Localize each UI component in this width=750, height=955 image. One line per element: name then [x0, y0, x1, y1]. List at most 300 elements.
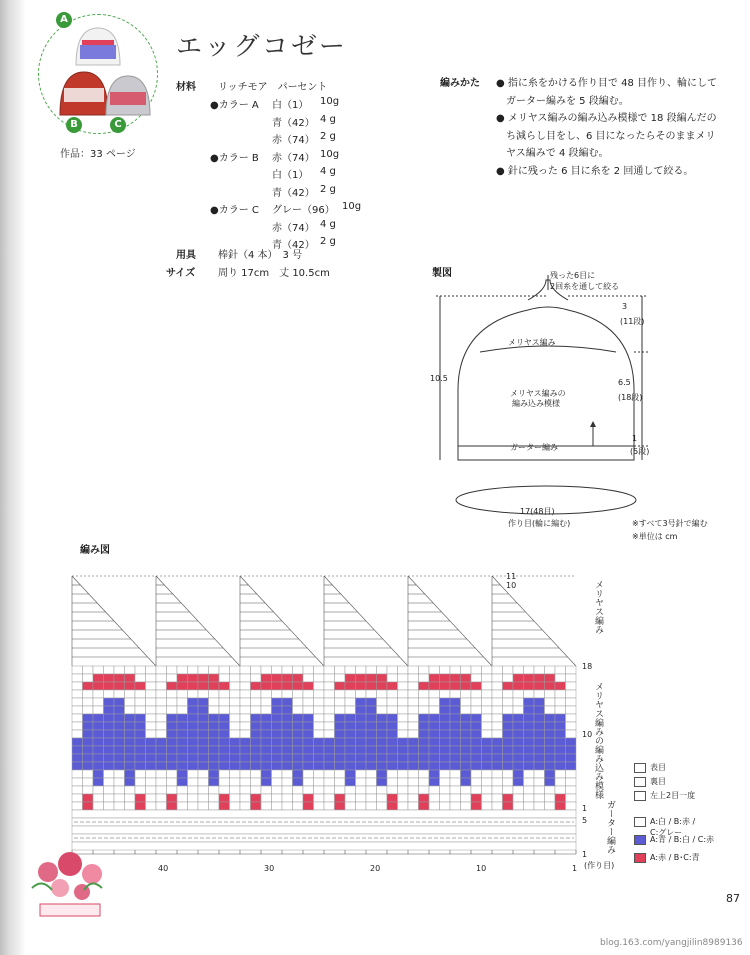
chart-stitch [167, 802, 178, 810]
chart-stitch [387, 762, 398, 770]
chart-stitch [387, 666, 398, 674]
chart-stitch [240, 786, 251, 794]
chart-stitch [461, 754, 472, 762]
x-tick-20: 20 [370, 864, 381, 873]
chart-stitch [293, 682, 304, 690]
chart-stitch [492, 802, 503, 810]
yarn-color: 赤（74） [272, 152, 315, 164]
dim-bot: 1 [632, 434, 638, 443]
chart-stitch [513, 802, 524, 810]
row-label-18: 18 [582, 662, 593, 671]
chart-stitch [471, 746, 482, 754]
chart-stitch [377, 714, 388, 722]
chart-stitch [356, 714, 367, 722]
chart-stitch [419, 722, 430, 730]
chart-stitch [83, 802, 94, 810]
chart-stitch [261, 682, 272, 690]
chart-stitch [251, 738, 262, 746]
chart-stitch [83, 714, 94, 722]
chart-stitch [450, 674, 461, 682]
chart-stitch [366, 714, 377, 722]
tools-value: 棒針（4 本） 3 号 [218, 250, 303, 261]
height-dimension: 10.5 [430, 374, 448, 383]
chart-stitch [408, 770, 419, 778]
chart-stitch [555, 682, 566, 690]
chart-stitch [177, 690, 188, 698]
materials-label: 材料 [176, 82, 196, 93]
chart-stitch [93, 794, 104, 802]
chart-stitch [513, 666, 524, 674]
chart-stitch [324, 762, 335, 770]
chart-stitch [450, 722, 461, 730]
color-legend-text: A:白 / B:赤 / [650, 817, 696, 826]
chart-stitch [555, 794, 566, 802]
chart-stitch [198, 714, 209, 722]
chart-stitch [461, 786, 472, 794]
chart-stitch [167, 786, 178, 794]
legend-item [634, 776, 666, 787]
chart-stitch [408, 786, 419, 794]
chart-stitch [545, 690, 556, 698]
chart-stitch [209, 730, 220, 738]
chart-stitch [167, 778, 178, 786]
chart-stitch [114, 802, 125, 810]
chart-stitch [261, 778, 272, 786]
chart-stitch [482, 690, 493, 698]
chart-stitch [450, 762, 461, 770]
chart-stitch [261, 722, 272, 730]
chart-stitch [566, 714, 577, 722]
color-legend-text: A:青 / B:白 / C:赤 [650, 835, 715, 844]
chart-stitch [482, 770, 493, 778]
chart-stitch [335, 762, 346, 770]
chart-stitch [303, 730, 314, 738]
chart-stitch [72, 746, 83, 754]
chart-stitch [198, 722, 209, 730]
chart-stitch [345, 786, 356, 794]
chart-stitch [282, 674, 293, 682]
chart-stitch [482, 730, 493, 738]
chart-stitch [177, 698, 188, 706]
chart-stitch [545, 698, 556, 706]
yarn-amount: 2 g [320, 236, 336, 247]
chart-stitch [324, 754, 335, 762]
chart-stitch [492, 698, 503, 706]
yarn-color: 青（42） [272, 240, 315, 251]
chart-stitch [293, 714, 304, 722]
size-label: サイズ [166, 268, 196, 279]
chart-stitch [450, 690, 461, 698]
chart-stitch [261, 794, 272, 802]
chart-stitch [93, 690, 104, 698]
chart-stitch [83, 674, 94, 682]
chart-stitch [72, 682, 83, 690]
chart-stitch [156, 674, 167, 682]
chart-stitch [461, 762, 472, 770]
yarn-amount: 10g [342, 201, 362, 212]
chart-stitch [104, 730, 115, 738]
chart-stitch [335, 674, 346, 682]
chart-stitch [450, 754, 461, 762]
chart-stitch [209, 714, 220, 722]
chart-stitch [429, 714, 440, 722]
chart-stitch [93, 746, 104, 754]
chart-stitch [429, 754, 440, 762]
chart-stitch [272, 762, 283, 770]
chart-stitch [272, 786, 283, 794]
chart-stitch [177, 738, 188, 746]
chart-stitch [471, 778, 482, 786]
row-label-1: 1 [582, 804, 588, 813]
chart-stitch [440, 786, 451, 794]
knitting-chart [70, 570, 582, 870]
chart-stitch [335, 746, 346, 754]
chart-stitch [429, 682, 440, 690]
chart-stitch [461, 674, 472, 682]
chart-stitch [503, 794, 514, 802]
chart-stitch [83, 730, 94, 738]
chart-stitch [293, 794, 304, 802]
yarn-color: グレー（96） [272, 205, 335, 216]
chart-stitch [492, 786, 503, 794]
chart-stitch [387, 746, 398, 754]
chart-stitch [272, 698, 283, 706]
chart-stitch [93, 682, 104, 690]
chart-stitch [482, 706, 493, 714]
chart-stitch [104, 746, 115, 754]
chart-stitch [219, 770, 230, 778]
chart-stitch [240, 682, 251, 690]
chart-stitch [72, 666, 83, 674]
x-tick-1: 1 [572, 864, 578, 873]
legend-text: 表目 [650, 763, 666, 772]
chart-stitch [93, 778, 104, 786]
chart-stitch [482, 778, 493, 786]
chart-stitch [335, 786, 346, 794]
chart-stitch [114, 770, 125, 778]
chart-stitch [450, 778, 461, 786]
chart-stitch [93, 706, 104, 714]
chart-stitch [377, 698, 388, 706]
chart-stitch [219, 722, 230, 730]
chart-stitch [93, 666, 104, 674]
chart-stitch [492, 762, 503, 770]
chart-stitch [503, 786, 514, 794]
chart-stitch [156, 666, 167, 674]
chart-stitch [566, 698, 577, 706]
chart-stitch [377, 738, 388, 746]
chart-stitch [167, 762, 178, 770]
chart-stitch [450, 682, 461, 690]
chart-stitch [156, 746, 167, 754]
chart-stitch [83, 722, 94, 730]
chart-stitch [104, 786, 115, 794]
chart-stitch [440, 738, 451, 746]
chart-stitch [555, 786, 566, 794]
chart-stitch [167, 754, 178, 762]
chart-stitch [555, 722, 566, 730]
chart-stitch [303, 682, 314, 690]
chart-stitch [177, 762, 188, 770]
chart-stitch [83, 738, 94, 746]
chart-stitch [198, 786, 209, 794]
chart-stitch [335, 690, 346, 698]
chart-stitch [324, 690, 335, 698]
book-spine [0, 0, 26, 955]
chart-stitch [471, 666, 482, 674]
chart-stitch [261, 786, 272, 794]
chart-stitch [461, 802, 472, 810]
chart-stitch [293, 754, 304, 762]
chart-stitch [261, 674, 272, 682]
chart-stitch [282, 722, 293, 730]
chart-stitch [492, 746, 503, 754]
chart-stitch [135, 706, 146, 714]
method-label: 編みかた [440, 78, 480, 89]
chart-stitch [114, 794, 125, 802]
chart-stitch [545, 786, 556, 794]
yarn-color: 青（42） [272, 117, 315, 129]
chart-stitch [408, 762, 419, 770]
chart-stitch [566, 738, 577, 746]
chart-stitch [272, 674, 283, 682]
chart-stitch [146, 786, 157, 794]
chart-stitch [104, 698, 115, 706]
chart-stitch [177, 786, 188, 794]
chart-stitch [461, 666, 472, 674]
chart-stitch [272, 690, 283, 698]
chart-stitch [209, 778, 220, 786]
chart-stitch [513, 770, 524, 778]
chart-stitch [261, 666, 272, 674]
chart-stitch [555, 778, 566, 786]
chart-stitch [198, 746, 209, 754]
chart-stitch [261, 706, 272, 714]
chart-stitch [188, 786, 199, 794]
chart-stitch [524, 674, 535, 682]
chart-stitch [524, 690, 535, 698]
chart-stitch [198, 770, 209, 778]
chart-stitch [461, 706, 472, 714]
chart-stitch [471, 698, 482, 706]
chart-stitch [545, 802, 556, 810]
chart-stitch [261, 762, 272, 770]
chart-stitch [156, 754, 167, 762]
chart-stitch [492, 690, 503, 698]
chart-stitch [471, 770, 482, 778]
chart-stitch [125, 698, 136, 706]
chart-stitch [545, 778, 556, 786]
chart-stitch [524, 794, 535, 802]
chart-stitch [177, 666, 188, 674]
chart-stitch [282, 746, 293, 754]
chart-stitch [303, 794, 314, 802]
chart-stitch [209, 682, 220, 690]
chart-stitch [566, 754, 577, 762]
chart-stitch [440, 794, 451, 802]
row-label-10: 10 [582, 730, 593, 739]
chart-stitch [387, 698, 398, 706]
chart-stitch [251, 754, 262, 762]
tools-label: 用具 [176, 250, 196, 261]
chart-stitch [366, 722, 377, 730]
chart-stitch [545, 682, 556, 690]
chart-stitch [482, 698, 493, 706]
chart-stitch [198, 706, 209, 714]
chart-stitch [83, 690, 94, 698]
chart-stitch [314, 698, 325, 706]
chart-stitch [303, 698, 314, 706]
chart-stitch [135, 674, 146, 682]
chart-stitch [177, 706, 188, 714]
chart-stitch [303, 690, 314, 698]
chart-stitch [251, 778, 262, 786]
chart-stitch [513, 794, 524, 802]
chart-stitch [125, 786, 136, 794]
chart-stitch [429, 666, 440, 674]
chart-stitch [398, 690, 409, 698]
chart-stitch [104, 666, 115, 674]
chart-stitch [398, 722, 409, 730]
chart-stitch [503, 674, 514, 682]
chart-stitch [398, 802, 409, 810]
chart-stitch [303, 746, 314, 754]
yarn-amount: 2 g [320, 131, 336, 142]
chart-stitch [492, 770, 503, 778]
chart-stitch [188, 722, 199, 730]
chart-stitch [240, 794, 251, 802]
chart-stitch [534, 794, 545, 802]
chart-stitch [419, 770, 430, 778]
chart-stitch [450, 738, 461, 746]
chart-stitch [555, 802, 566, 810]
chart-stitch [104, 778, 115, 786]
chart-stitch [566, 778, 577, 786]
chart-stitch [167, 714, 178, 722]
chart-stitch [230, 698, 241, 706]
chart-stitch [398, 714, 409, 722]
chart-stitch [314, 722, 325, 730]
chart-stitch [534, 706, 545, 714]
chart-stitch [188, 666, 199, 674]
chart-stitch [198, 738, 209, 746]
chart-stitch [461, 778, 472, 786]
chart-stitch [293, 698, 304, 706]
chart-stitch [461, 722, 472, 730]
chart-stitch [314, 666, 325, 674]
chart-stitch [282, 690, 293, 698]
chart-stitch [146, 802, 157, 810]
chart-stitch [188, 714, 199, 722]
chart-stitch [135, 746, 146, 754]
chart-stitch [125, 802, 136, 810]
chart-stitch [114, 762, 125, 770]
chart-stitch [209, 722, 220, 730]
chart-stitch [450, 698, 461, 706]
chart-stitch [419, 802, 430, 810]
dim-top-rows: (11段) [620, 317, 645, 326]
chart-stitch [104, 706, 115, 714]
chart-stitch [167, 682, 178, 690]
cast-on-label: 作り目(輪に編む) [508, 519, 571, 528]
chart-stitch [534, 802, 545, 810]
chart-stitch [209, 674, 220, 682]
chart-stitch [356, 698, 367, 706]
chart-stitch [230, 674, 241, 682]
chart-stitch [335, 698, 346, 706]
chart-stitch [440, 722, 451, 730]
chart-stitch [135, 778, 146, 786]
chart-stitch [314, 682, 325, 690]
chart-stitch [335, 738, 346, 746]
chart-stitch [566, 730, 577, 738]
chart-stitch [356, 690, 367, 698]
chart-stitch [398, 698, 409, 706]
yarn-amount: 4 g [320, 218, 336, 230]
chart-stitch [398, 770, 409, 778]
zone-bottom-label: ガーター編み [510, 443, 558, 452]
chart-stitch [125, 754, 136, 762]
chart-stitch [240, 738, 251, 746]
chart-stitch [72, 786, 83, 794]
chart-stitch [167, 738, 178, 746]
size-value: 周り 17cm 丈 10.5cm [218, 268, 330, 279]
chart-stitch [503, 770, 514, 778]
chart-stitch [566, 674, 577, 682]
chart-stitch [419, 714, 430, 722]
chart-stitch [114, 682, 125, 690]
chart-stitch [114, 746, 125, 754]
blog-watermark: blog.163.com/yangjilin8989136 [600, 938, 743, 948]
yarn-amount: 4 g [320, 166, 336, 177]
diagram-label: 製図 [432, 268, 452, 279]
chart-stitch [545, 730, 556, 738]
chart-stitch [513, 738, 524, 746]
chart-stitch [156, 762, 167, 770]
chart-stitch [83, 746, 94, 754]
chart-stitch [534, 698, 545, 706]
chart-stitch [167, 690, 178, 698]
chart-stitch [345, 690, 356, 698]
chart-stitch [398, 746, 409, 754]
chart-stitch [303, 674, 314, 682]
chart-stitch [387, 802, 398, 810]
chart-stitch [156, 706, 167, 714]
chart-stitch [188, 698, 199, 706]
chart-stitch [125, 690, 136, 698]
chart-stitch [198, 682, 209, 690]
chart-stitch [230, 746, 241, 754]
chart-stitch [429, 674, 440, 682]
chart-stitch [251, 706, 262, 714]
chart-stitch [282, 738, 293, 746]
chart-stitch [429, 738, 440, 746]
yarn-color: 赤（74） [272, 135, 315, 146]
chart-stitch [440, 690, 451, 698]
chart-stitch [566, 762, 577, 770]
chart-stitch [482, 666, 493, 674]
chart-stitch [524, 802, 535, 810]
chart-stitch [450, 730, 461, 738]
chart-stitch [461, 698, 472, 706]
chart-stitch [125, 762, 136, 770]
chart-stitch [146, 682, 157, 690]
chart-stitch [314, 706, 325, 714]
chart-stitch [345, 762, 356, 770]
chart-stitch [135, 802, 146, 810]
chart-stitch [461, 770, 472, 778]
chart-stitch [125, 738, 136, 746]
